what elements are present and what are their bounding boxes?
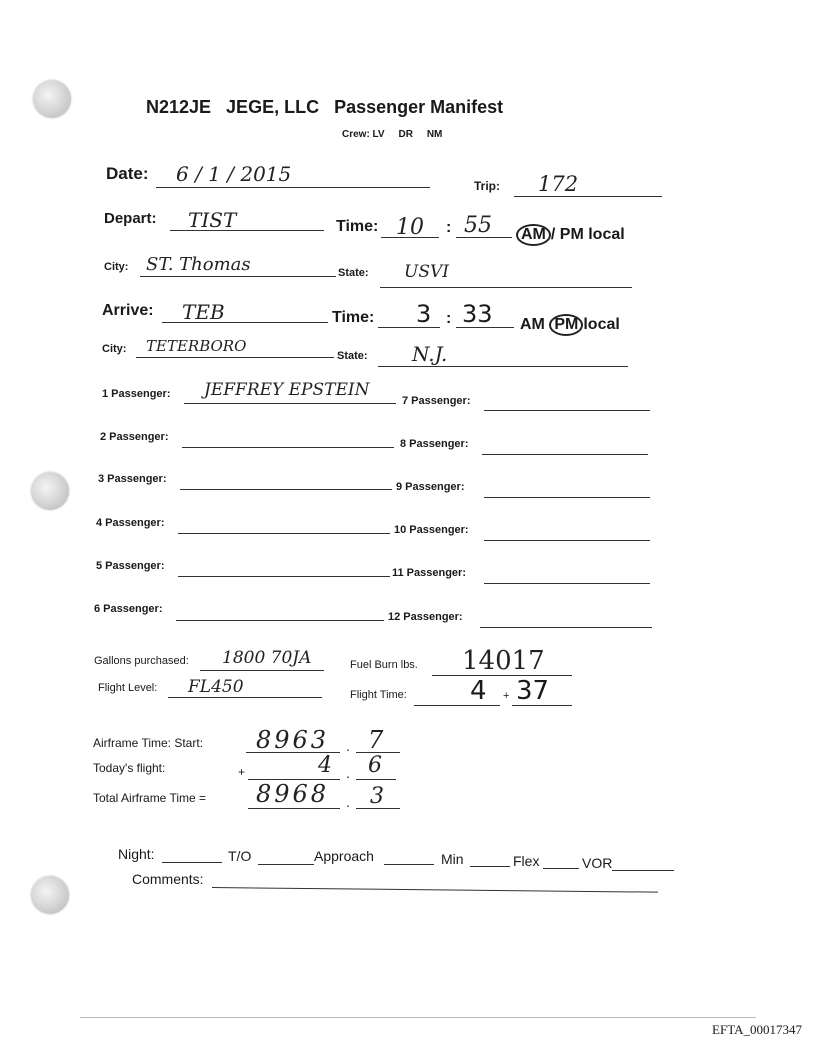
airframe-start-int-value[interactable]: 8963: [256, 726, 330, 754]
trip-value[interactable]: 172: [538, 172, 579, 196]
arrive-time-label: Time:: [332, 309, 375, 326]
total-airframe-int-value[interactable]: 8968: [256, 780, 330, 808]
punch-hole-top: [33, 80, 71, 118]
comments-line[interactable]: [212, 887, 658, 893]
today-flight-dec-value[interactable]: 6: [368, 753, 382, 778]
passenger-8-line: [482, 454, 648, 455]
gallons-label: Gallons purchased:: [94, 655, 189, 667]
passenger-1-label: 1 Passenger:: [102, 388, 171, 400]
passenger-5-label: 5 Passenger:: [96, 560, 165, 572]
arrive-city-value[interactable]: TETERBORO: [146, 337, 247, 355]
passenger-7-line: [484, 410, 650, 411]
vor-line: [612, 870, 674, 871]
passenger-2-label: 2 Passenger:: [100, 431, 169, 443]
arrive-minute-value[interactable]: 33: [462, 300, 493, 328]
passenger-6-label: 6 Passenger:: [94, 603, 163, 615]
document-id: EFTA_00017347: [712, 1022, 802, 1037]
depart-city-value[interactable]: ST. Thomas: [146, 254, 251, 275]
depart-ampm: [516, 224, 625, 246]
depart-state-line: [380, 287, 632, 288]
depart-minute-value[interactable]: 55: [464, 213, 492, 238]
approach-label: Approach: [314, 848, 374, 864]
vor-label: VOR: [582, 855, 613, 871]
passenger-6-line: [176, 620, 384, 621]
passenger-4-label: 4 Passenger:: [96, 517, 165, 529]
depart-pm-local-label: / PM local: [550, 226, 625, 243]
form-title: N212JE JEGE, LLC Passenger Manifest: [146, 97, 504, 117]
punch-hole-middle: [31, 472, 69, 510]
arrive-time-colon: :: [446, 310, 452, 327]
date-line: [156, 187, 430, 188]
flex-line: [543, 868, 579, 869]
passenger-2-line: [182, 447, 394, 448]
flight-time-separator: +: [503, 690, 510, 702]
flex-label: Flex: [513, 853, 540, 869]
passenger-12-line: [480, 627, 652, 628]
min-line: [470, 866, 510, 867]
total-airframe-dot: .: [346, 794, 350, 810]
arrive-pm-circled[interactable]: PM: [549, 314, 583, 336]
passenger-9-line: [484, 497, 650, 498]
crew-line: Crew: LV DR NM: [342, 129, 443, 140]
passenger-12-label: 12 Passenger:: [388, 611, 463, 623]
passenger-5-line: [178, 576, 390, 577]
gallons-line: [200, 670, 324, 671]
passenger-1-line: [184, 403, 396, 404]
today-flight-plus: +: [238, 765, 246, 779]
flight-time-hours-value[interactable]: 4: [470, 676, 487, 706]
depart-time-label: Time:: [336, 218, 379, 235]
total-airframe-label: Total Airframe Time =: [93, 791, 207, 805]
passenger-4-line: [178, 533, 390, 534]
today-flight-label: Today's flight:: [93, 761, 166, 775]
flight-level-label: Flight Level:: [98, 682, 158, 694]
flight-time-label: Flight Time:: [350, 689, 407, 701]
passenger-1-value[interactable]: JEFFREY EPSTEIN: [204, 380, 370, 400]
depart-am-circled[interactable]: AM: [516, 224, 551, 246]
page-bottom-rule: [80, 1017, 756, 1018]
flight-time-minutes-value[interactable]: 37: [516, 676, 550, 706]
passenger-10-label: 10 Passenger:: [394, 524, 469, 536]
arrive-local-label: local: [583, 316, 620, 333]
passenger-3-line: [180, 489, 392, 490]
passenger-3-label: 3 Passenger:: [98, 473, 167, 485]
trip-line: [514, 196, 662, 197]
fuel-burn-value[interactable]: 14017: [462, 646, 545, 676]
depart-city-line: [140, 276, 336, 277]
depart-time-colon: :: [446, 219, 452, 236]
to-line: [258, 864, 314, 865]
date-value[interactable]: 6 / 1 / 2015: [176, 162, 292, 186]
arrive-hour-value[interactable]: 3: [416, 300, 432, 328]
arrive-city-line: [136, 357, 334, 358]
arrive-state-label: State:: [337, 350, 368, 362]
total-airframe-dec-value[interactable]: 3: [370, 784, 384, 809]
passenger-10-line: [484, 540, 650, 541]
arrive-label: Arrive:: [102, 302, 154, 319]
night-line: [162, 862, 222, 863]
arrive-am-label: AM: [520, 316, 545, 333]
depart-state-label: State:: [338, 267, 369, 279]
flight-level-line: [168, 697, 322, 698]
night-label: Night:: [118, 846, 155, 862]
to-label: T/O: [228, 848, 252, 864]
comments-label: Comments:: [132, 871, 204, 887]
flight-level-value[interactable]: FL450: [188, 677, 244, 697]
date-label: Date:: [106, 164, 149, 183]
airframe-start-dec-value[interactable]: 7: [368, 726, 384, 754]
passenger-8-label: 8 Passenger:: [400, 438, 469, 450]
fuel-burn-label: Fuel Burn lbs.: [350, 659, 418, 671]
approach-line: [384, 864, 434, 865]
min-label: Min: [441, 851, 464, 867]
today-flight-dec-line: [356, 779, 396, 780]
arrive-city-label: City:: [102, 343, 127, 355]
passenger-11-line: [484, 583, 650, 584]
airframe-start-label: Airframe Time: Start:: [93, 736, 204, 750]
gallons-value[interactable]: 1800 70JA: [222, 648, 312, 668]
today-flight-dot: .: [346, 765, 350, 781]
today-flight-int-value[interactable]: 4: [318, 753, 332, 778]
total-airframe-int-line: [248, 808, 340, 809]
arrive-ampm: [520, 314, 620, 336]
airframe-start-dot: .: [346, 738, 350, 754]
flight-time-hours-line: [414, 705, 500, 706]
depart-value[interactable]: TIST: [188, 208, 237, 232]
passenger-7-label: 7 Passenger:: [402, 395, 471, 407]
depart-state-value[interactable]: USVI: [404, 262, 449, 282]
arrive-state-line: [378, 366, 628, 367]
depart-label: Depart:: [104, 210, 157, 227]
trip-label: Trip:: [474, 179, 500, 193]
punch-hole-bottom: [31, 876, 69, 914]
passenger-11-label: 11 Passenger:: [392, 567, 466, 579]
depart-city-label: City:: [104, 261, 129, 273]
arrive-state-value[interactable]: N.J.: [412, 342, 448, 366]
passenger-9-label: 9 Passenger:: [396, 481, 465, 493]
depart-hour-value[interactable]: 10: [396, 215, 424, 240]
arrive-value[interactable]: TEB: [182, 300, 225, 324]
